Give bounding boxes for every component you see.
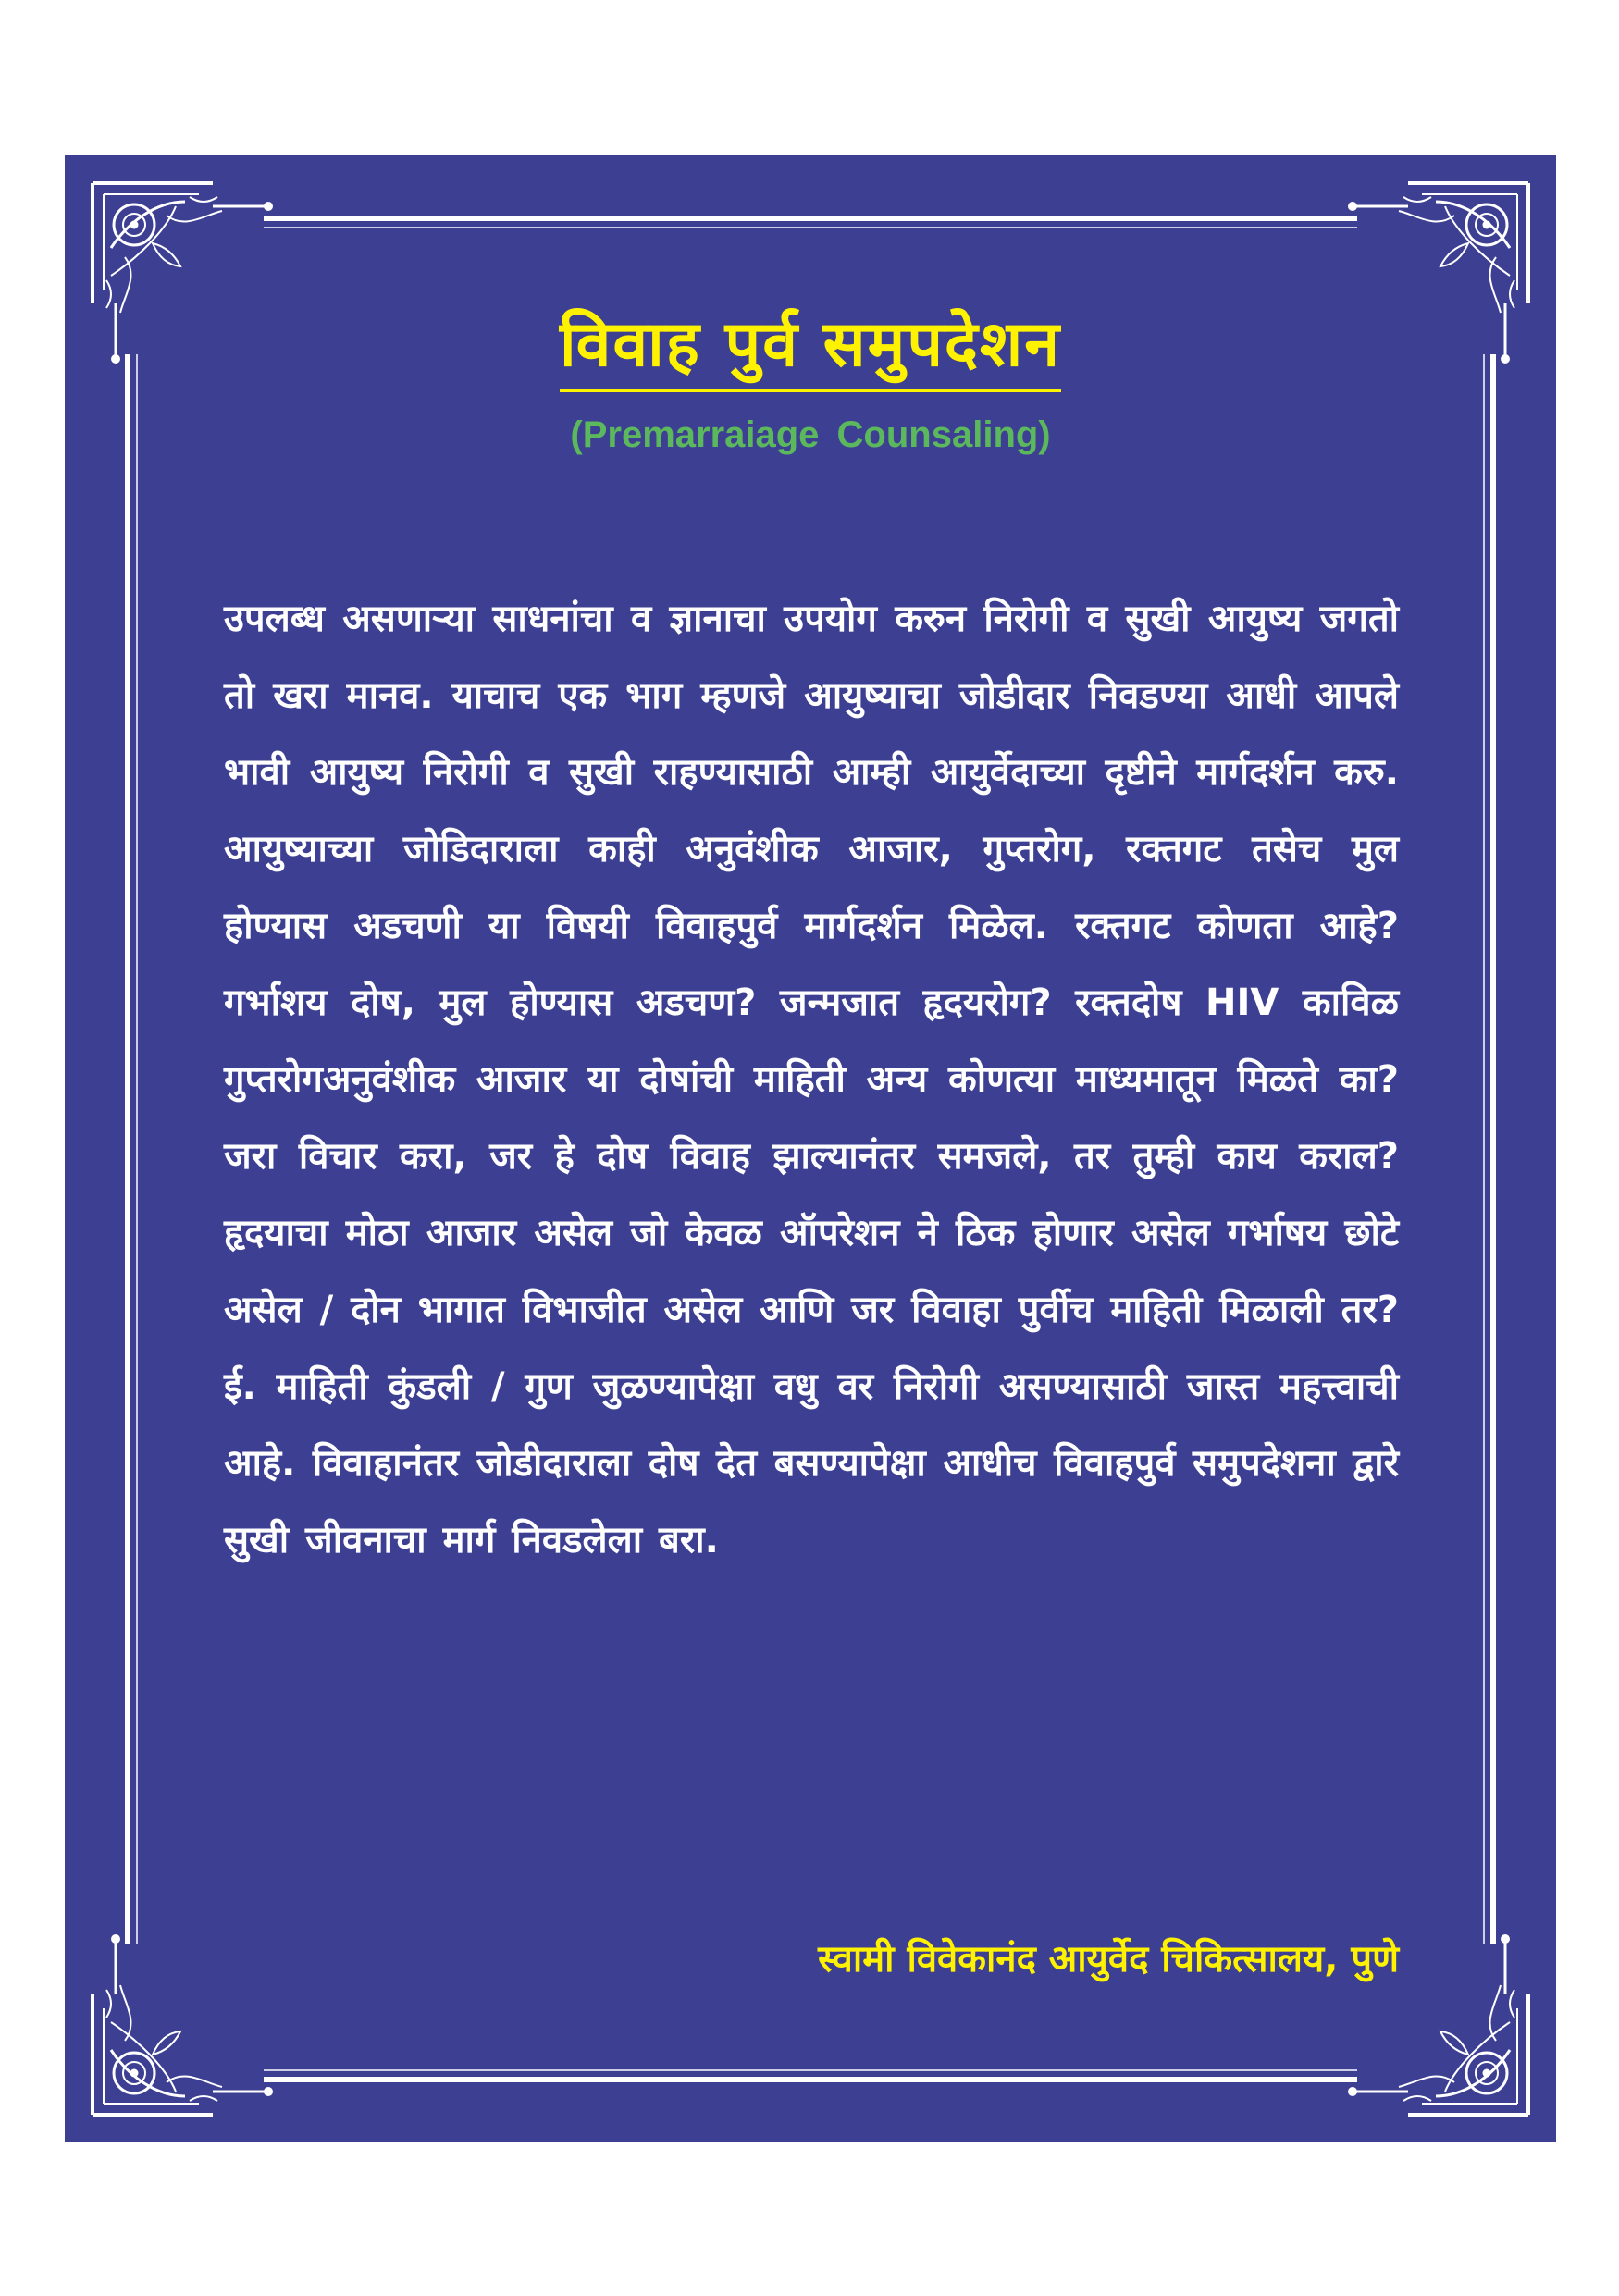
- poster-panel: [65, 155, 1556, 2142]
- poster-body-paragraph: उपलब्ध असणाऱ्या साधनांचा व ज्ञानाचा उपयोग करुन निरोगी व सुखी आयुष्य जगतो तो खरा मानव. याचाच एक भाग म्हणजे आयुष्याचा जोडीदार निवडण्या आधी आपले भावी आयुष्य निरोगी व सुखी राहण्यासाठी आम्ही आयुर्वेदाच्या दृष्टीने मार्गदर्शन करु. आयुष्याच्या जोडिदाराला काही अनुवंशीक आजार, गुप्तरोग, रक्तगट तसेच मुल होण्यास अडचणी या विषयी विवाहपुर्व मार्गदर्शन मिळेल. रक्तगट कोणता आहे? गर्भाशय दोष, मुल होण्यास अडचण? जन्मजात हृदयरोग? रक्तदोष HIV काविळ गुप्तरोगअनुवंशीक आजार या दोषांची माहिती अन्य कोणत्या माध्यमातून मिळते का? जरा विचार करा, जर हे दोष विवाह झाल्यानंतर समजले, तर तुम्ही काय कराल? हृदयाचा मोठा आजार असेल जो केवळ ऑपरेशन ने ठिक होणार असेल गर्भाषय छोटे असेल / दोन भागात विभाजीत असेल आणि जर विवाहा पुर्वीच माहिती मिळाली तर? ई. माहिती कुंडली / गुण जुळण्यापेक्षा वधु वर निरोगी असण्यासाठी जास्त महत्त्वाची आहे. विवाहानंतर जोडीदाराला दोष देत बसण्यापेक्षा आधीच विवाहपुर्व समुपदेशना द्वारे सुखी जीवनाचा मार्ग निवडलेला बरा.: [224, 598, 1400, 1562]
- floral-corner-ornament-icon: [93, 1934, 273, 2115]
- poster-signature: स्वामी विवेकानंद आयुर्वेद चिकित्सालय, पुणे: [818, 1938, 1399, 1981]
- poster-title: [65, 303, 1556, 392]
- poster-subtitle: (Premarraiage Counsaling): [570, 414, 1051, 455]
- poster-title-text: विवाह पुर्व समुपदेशन: [560, 303, 1061, 392]
